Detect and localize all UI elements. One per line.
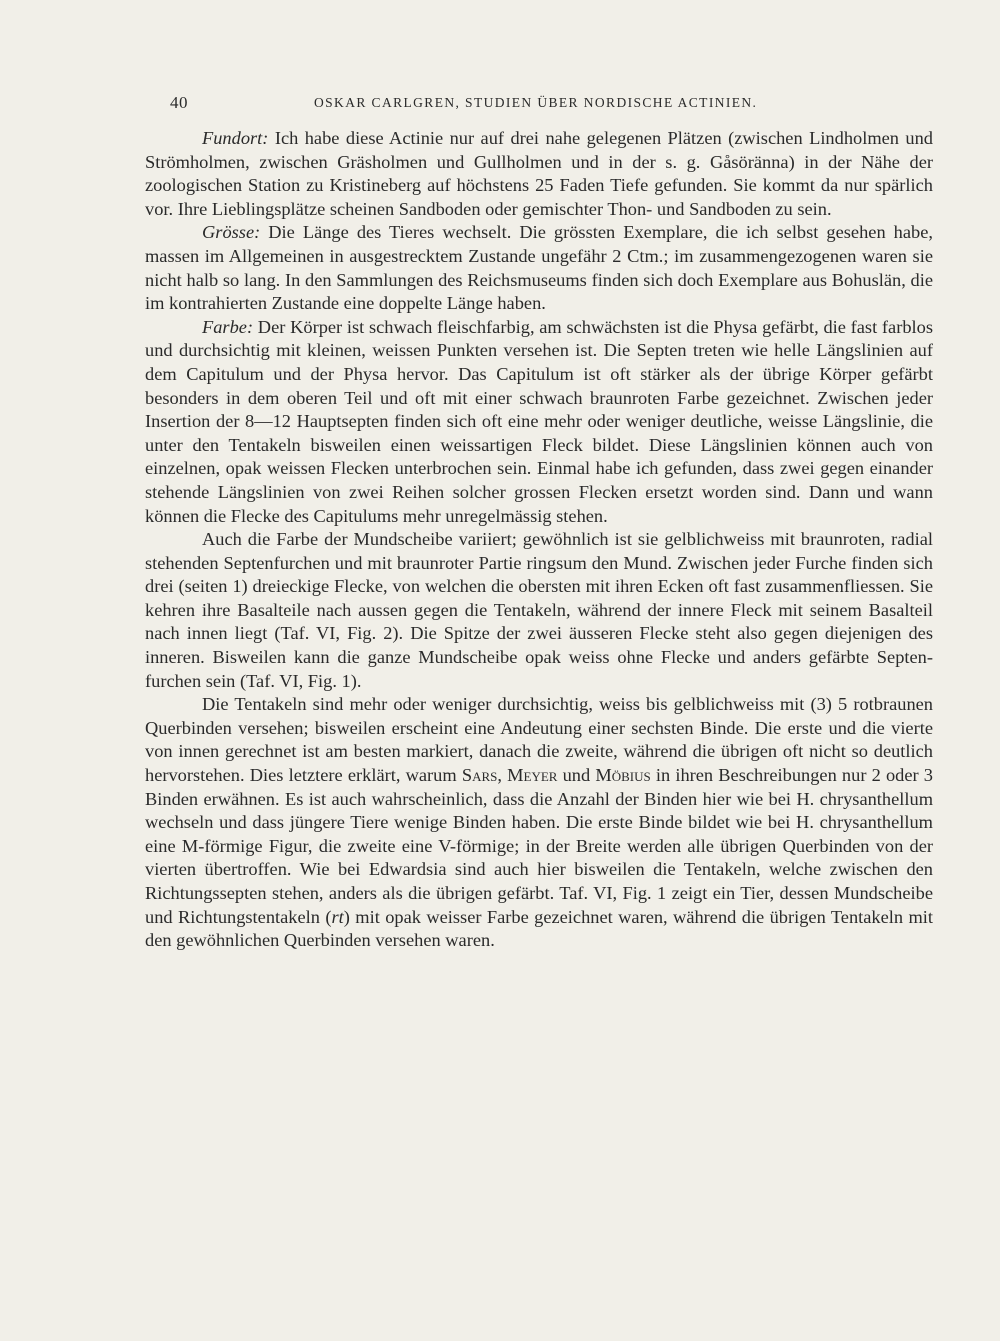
paragraph-text: in ihren Beschreibungen nur 2 oder 3 Binden erwähnen. Es ist auch wahrscheinlich, dass die Anzahl der Binden hier wie bei H. chrysanthellum wechseln und dass jüngere Tiere wenige Binden haben. Die erste Binde bildet wie bei H. chrysanthellum eine M-förmige Figur, die zweite eine V-förmige; in der Breite werden alle übrigen Querbinden von der vierten übertroffen. Wie bei Edwardsia sind auch hier bisweilen die Tentakeln, welche zwischen den Richtungssepten stehen, anders als die übrigen gefärbt. Taf. VI, Fig. 1 zeigt ein Tier, dessen Mundscheibe und Richtungstentakeln ( [145, 765, 933, 927]
abbreviation-rt: rt [331, 906, 344, 927]
author-name-sars: Sars [461, 765, 498, 786]
body-text [145, 127, 933, 953]
paragraph-text: Die Tentakeln sind mehr oder weniger durchsichtig, weiss bis gelblichweiss mit (3) 5 rotbraunen Querbinden versehen; bisweilen erscheint eine Andeutung einer sechsten Binde. Die erste und die vierte von innen gerechnet ist am besten markiert, danach die zweite, während die übrigen oft nicht so deutlich hervorstehen. Dies letztere erklärt, warum [145, 694, 933, 786]
paragraph-lead: Grösse: [202, 222, 261, 243]
paragraph-text: , [497, 765, 508, 786]
author-name-moebius: Möbius [595, 765, 651, 786]
page-number: 40 [170, 93, 188, 112]
paragraph-text: und [557, 765, 596, 786]
paragraph-text: Auch die Farbe der Mundscheibe variiert; gewöhnlich ist sie gelblichweiss mit braunroten, radial stehenden Septenfurchen und mit braunroter Partie ringsum den Mund. Zwischen jeder Furche finden sich drei (seiten 1) dreieckige Flecke, von welchen die obersten mit ihren Ecken oft fast zusammenfliessen. Sie kehren ihre Basalteile nach aussen gegen die Tentakeln, während der innere Fleck mit seinem Basalteil nach innen liegt (Taf. VI, Fig. 2). Die Spitze der zwei äusseren Flecke steht also gegen diejenigen des inneren. Bisweilen kann die ganze Mundscheibe opak weiss ohne Flecke und anders gefärbte Septenfurchen sein (Taf. VI, Fig. 1). [145, 529, 933, 691]
paragraph-text: Der Körper ist schwach fleischfarbig, am schwächsten ist die Physa gefärbt, die fast farblos und durchsichtig mit kleinen, weissen Punkten versehen ist. Die Septen treten wie helle Längslinien auf dem Capitulum und der Physa hervor. Das Capitulum ist oft stärker als der übrige Körper gefärbt besonders in dem oberen Teil und oft mit einer schwach braunroten Farbe gezeichnet. Zwischen jeder Insertion der 8—12 Hauptsepten finden sich oft eine mehr oder weniger deutliche, weisse Längslinie, die unter den Tentakeln bisweilen einen weissartigen Fleck bildet. Diese Längslinien können auch von einzelnen, opak weissen Flecken unterbrochen sein. Einmal habe ich gefunden, dass zwei gegen einander stehende Längslinien von zwei Reihen solcher grossen Flecken ersetzt worden sind. Dann und wann können die Flecke des Capitulums mehr unregelmässig stehen. [145, 316, 933, 526]
paragraph-text: Die Länge des Tieres wechselt. Die grössten Exemplare, die ich selbst gesehen habe, massen im Allgemeinen in ausgestrecktem Zustande ungefähr 2 Ctm.; im zusammengezogenen waren sie nicht halb so lang. In den Sammlungen des Reichsmuseums finden sich doch Exemplare aus Bohuslän, die im kontrahierten Zustande eine doppelte Länge haben. [145, 222, 933, 314]
paragraph-farbe [145, 316, 933, 528]
page-header [170, 93, 932, 117]
paragraph-text: ) mit opak weisser Farbe gezeichnet waren, während die übrigen Tentakeln mit den gewöhnlichen Querbinden versehen waren. [145, 906, 933, 951]
paragraph-text: Ich habe diese Actinie nur auf drei nahe gelegenen Plätzen (zwischen Lindholmen und Strömholmen, zwischen Gräsholmen und Gullholmen und in der s. g. Gåsöränna) in der Nähe der zoologischen Station zu Kristineberg auf höchstens 25 Faden Tiefe gefunden. Sie kommt da nur spärlich vor. Ihre Lieblingsplätze scheinen Sandboden oder gemischter Thon- und Sandboden zu sein. [145, 128, 933, 219]
paragraph-mundscheibe [145, 528, 933, 693]
paragraph-lead: Fundort: [202, 128, 269, 148]
author-name-meyer: Meyer [507, 765, 558, 786]
paragraph-groesse [145, 221, 933, 315]
paragraph-tentakeln [145, 693, 933, 953]
running-head: OSKAR CARLGREN, STUDIEN ÜBER NORDISCHE ACTINIEN. [314, 95, 758, 110]
paragraph-fundort [145, 127, 933, 221]
paragraph-lead: Farbe: [202, 316, 254, 337]
